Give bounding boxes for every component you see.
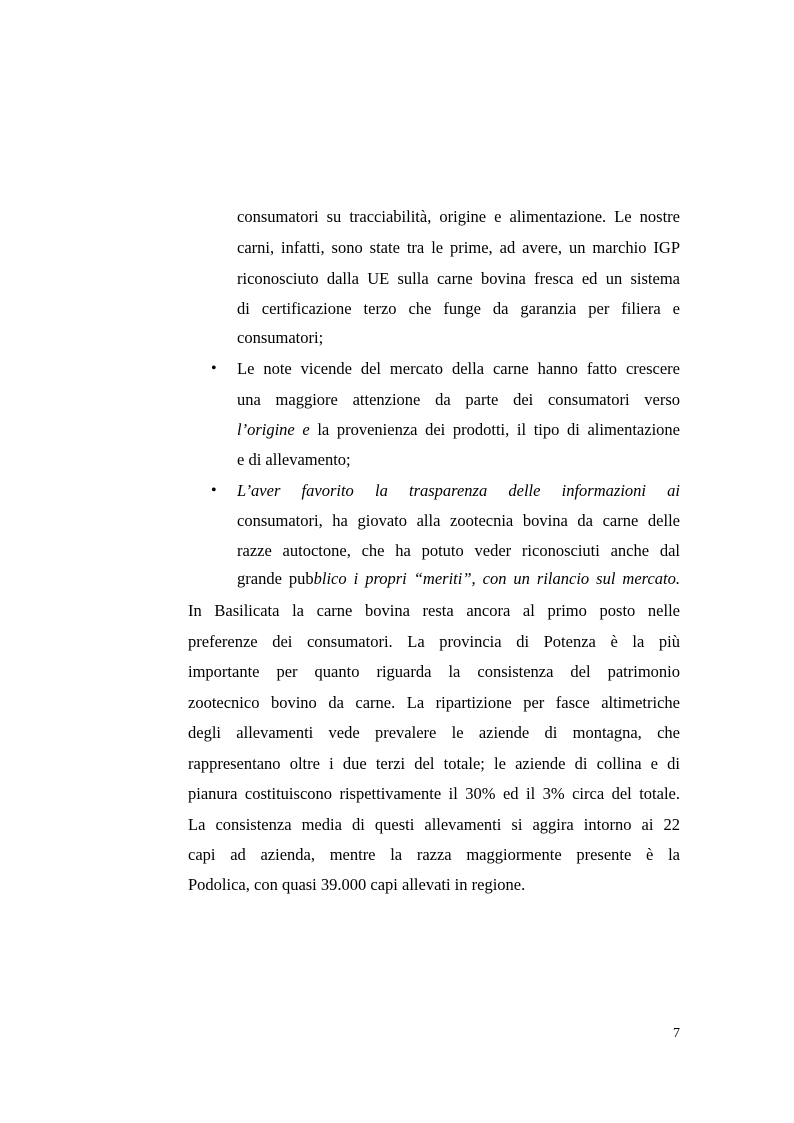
paragraph-line-2: preferenze dei consumatori. La provincia di Potenza è la più bbox=[188, 632, 680, 651]
bullet-3-line-2: consumatori, ha giovato alla zootecnia bovina da carne delle bbox=[237, 511, 680, 530]
bullet-continuation-line-5: consumatori; bbox=[237, 328, 324, 347]
paragraph-line-4: zootecnico bovino da carne. La ripartizione per fasce altimetriche bbox=[188, 693, 680, 712]
italic-origin-text: l’origine e bbox=[237, 420, 310, 439]
bullet-2-line-3 bbox=[237, 420, 680, 440]
bullet-continuation-line-3: riconosciuto dalla UE sulla carne bovina fresca ed un sistema bbox=[237, 269, 680, 288]
bullet-continuation-line-2: carni, infatti, sono state tra le prime, ad avere, un marchio IGP bbox=[237, 238, 680, 257]
bullet-continuation-line-4: di certificazione terzo che funge da garanzia per filiera e bbox=[237, 299, 680, 318]
bullet-3-line-4-normal: grande pub bbox=[237, 569, 314, 588]
bullet-3-line-4 bbox=[237, 569, 680, 589]
bullet-2-line-4: e di allevamento; bbox=[237, 450, 351, 469]
paragraph-line-10: Podolica, con quasi 39.000 capi allevati in regione. bbox=[188, 875, 526, 894]
paragraph-line-5: degli allevamenti vede prevalere le aziende di montagna, che bbox=[188, 723, 680, 742]
paragraph-line-6: rappresentano oltre i due terzi del totale; le aziende di collina e di bbox=[188, 754, 680, 773]
bullet-2-line-2: una maggiore attenzione da parte dei consumatori verso bbox=[237, 390, 680, 409]
bullet-2-line-3-rest: la provenienza dei prodotti, il tipo di alimentazione bbox=[309, 420, 680, 439]
paragraph-line-3: importante per quanto riguarda la consistenza del patrimonio bbox=[188, 662, 680, 681]
paragraph-line-1: In Basilicata la carne bovina resta ancora al primo posto nelle bbox=[188, 601, 680, 620]
bullet-marker: • bbox=[211, 482, 217, 499]
paragraph-line-8: La consistenza media di questi allevamenti si aggira intorno ai 22 bbox=[188, 815, 680, 834]
bullet-3-line-4-italic: blico i propri “meriti”, con un rilancio sul mercato. bbox=[313, 569, 680, 588]
bullet-3-line-3: razze autoctone, che ha potuto veder riconosciuti anche dal bbox=[237, 541, 680, 560]
bullet-marker: • bbox=[211, 360, 217, 377]
page-number: 7 bbox=[673, 1026, 680, 1041]
bullet-2-line-1: Le note vicende del mercato della carne hanno fatto crescere bbox=[237, 359, 680, 378]
paragraph-line-7: pianura costituiscono rispettivamente il 30% ed il 3% circa del totale. bbox=[188, 784, 680, 803]
bullet-continuation-line-1: consumatori su tracciabilità, origine e alimentazione. Le nostre bbox=[237, 207, 680, 226]
bullet-3-line-1: L’aver favorito la trasparenza delle informazioni ai bbox=[237, 481, 680, 500]
paragraph-line-9: capi ad azienda, mentre la razza maggiormente presente è la bbox=[188, 845, 680, 864]
